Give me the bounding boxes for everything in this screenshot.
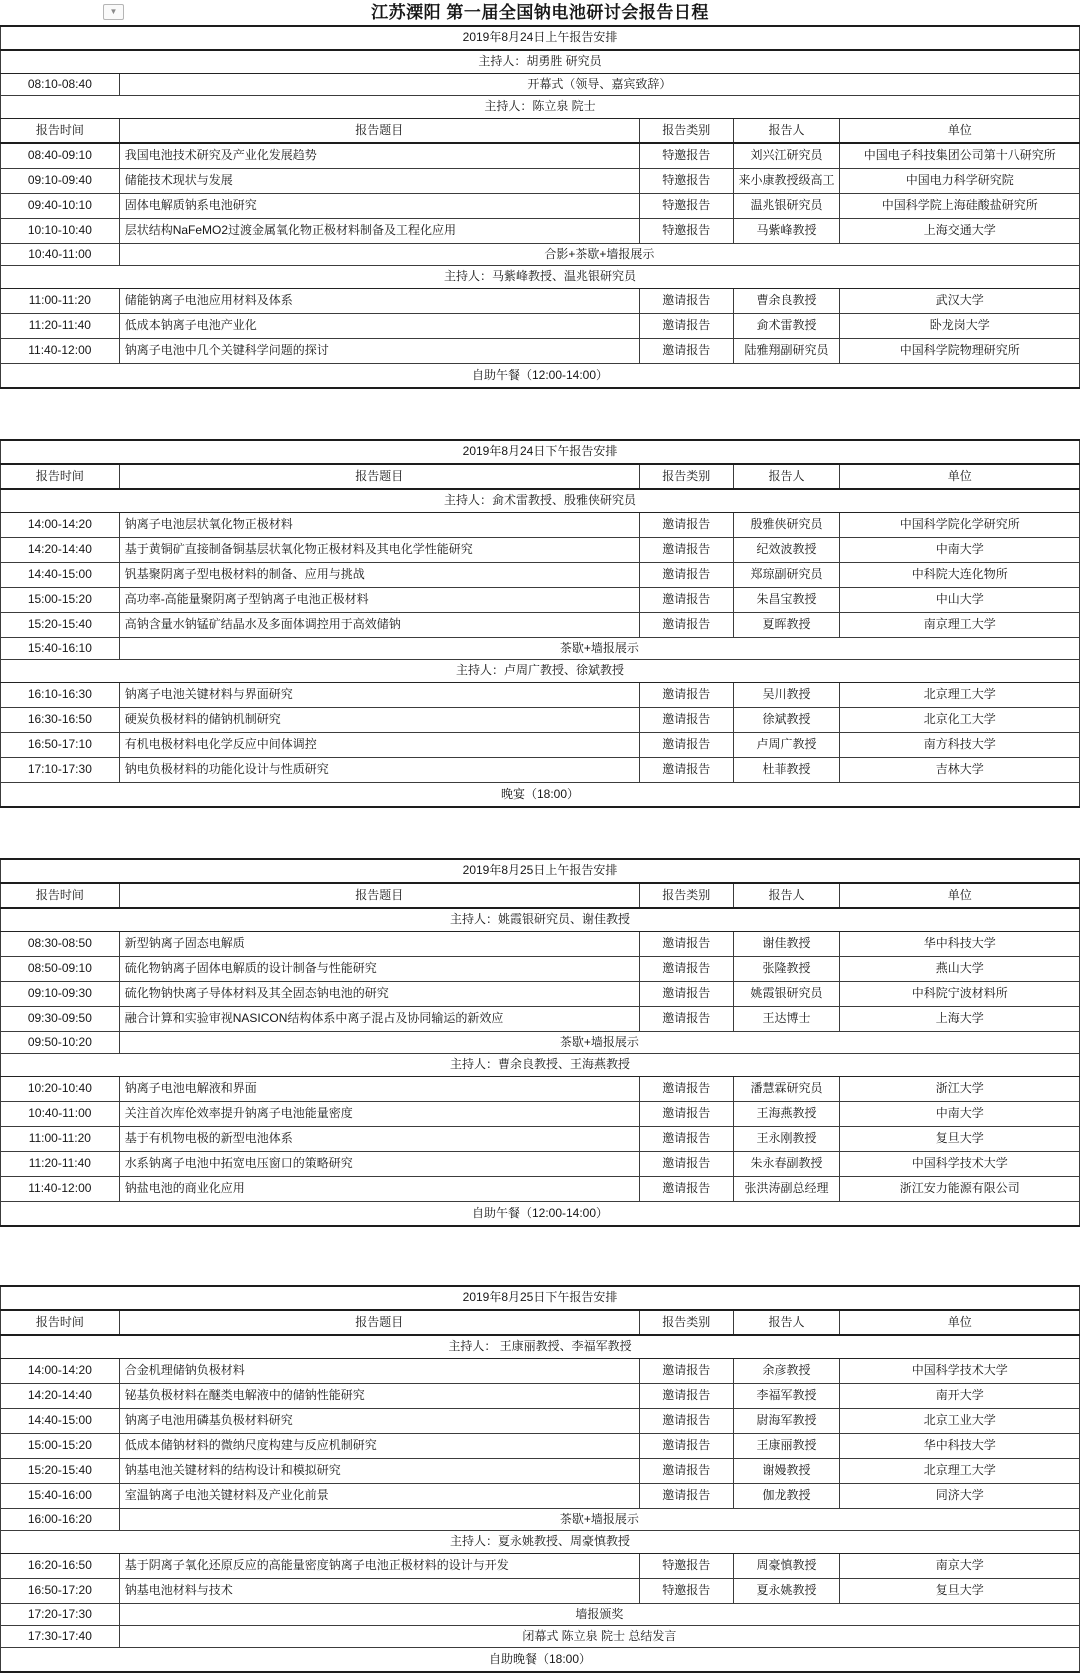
talk-category: 邀请报告 (639, 683, 733, 708)
talk-org: 中国电子科技集团公司第十八研究所 (840, 143, 1080, 169)
talk-speaker: 曹余良教授 (733, 289, 840, 314)
talk-org: 中山大学 (840, 588, 1080, 613)
banner-row (1, 364, 1080, 389)
talk-speaker: 王海燕教授 (733, 1102, 840, 1127)
time-cell: 16:50-17:20 (1, 1579, 120, 1604)
chair-row (1, 266, 1080, 289)
time-cell: 14:40-15:00 (1, 1409, 120, 1434)
time-cell: 08:30-08:50 (1, 932, 120, 957)
talk-category: 邀请报告 (639, 932, 733, 957)
column-header: 报告题目 (119, 464, 639, 489)
talk-category: 特邀报告 (639, 1579, 733, 1604)
table-row (1, 289, 1080, 314)
time-cell: 15:00-15:20 (1, 1434, 120, 1459)
talk-speaker: 周豪慎教授 (733, 1554, 840, 1579)
talk-category: 邀请报告 (639, 1077, 733, 1102)
column-header: 报告时间 (1, 464, 120, 489)
time-cell: 10:10-10:40 (1, 219, 120, 244)
column-header: 报告时间 (1, 883, 120, 908)
table-row (1, 588, 1080, 613)
table-row (1, 1554, 1080, 1579)
column-header: 报告题目 (119, 1310, 639, 1335)
section-heading-row (1, 1286, 1080, 1310)
talk-title: 层状结构NaFeMO2过渡金属氧化物正极材料制备及工程化应用 (119, 219, 639, 244)
talk-title: 钠离子电池用磷基负极材料研究 (119, 1409, 639, 1434)
talk-category: 邀请报告 (639, 1434, 733, 1459)
column-header: 报告时间 (1, 119, 120, 144)
section-heading: 2019年8月24日下午报告安排 (1, 440, 1080, 464)
chair-text: 主持人：马紫峰教授、温兆银研究员 (1, 266, 1080, 289)
talk-speaker: 马紫峰教授 (733, 219, 840, 244)
talk-speaker: 侴术雷教授 (733, 314, 840, 339)
table-row (1, 314, 1080, 339)
talk-speaker: 张隆教授 (733, 957, 840, 982)
banner-text: 自助午餐（12:00-14:00） (1, 1202, 1080, 1227)
talk-category: 邀请报告 (639, 708, 733, 733)
talk-title: 储能钠离子电池应用材料及体系 (119, 289, 639, 314)
talk-speaker: 纪效波教授 (733, 538, 840, 563)
talk-speaker: 余彦教授 (733, 1359, 840, 1384)
time-cell: 11:20-11:40 (1, 314, 120, 339)
talk-org: 北京理工大学 (840, 683, 1080, 708)
column-header-row (1, 1310, 1080, 1335)
time-cell: 17:30-17:40 (1, 1626, 120, 1648)
talk-speaker: 卢周广教授 (733, 733, 840, 758)
talk-org: 中国电力科学研究院 (840, 169, 1080, 194)
talk-title: 室温钠离子电池关键材料及产业化前景 (119, 1484, 639, 1509)
chair-row (1, 50, 1080, 74)
column-header: 报告时间 (1, 1310, 120, 1335)
time-cell: 14:20-14:40 (1, 538, 120, 563)
table-row (1, 1579, 1080, 1604)
talk-org: 卧龙岗大学 (840, 314, 1080, 339)
chair-text: 主持人：姚霞银研究员、谢佳教授 (1, 908, 1080, 932)
talk-org: 北京化工大学 (840, 708, 1080, 733)
event-text: 茶歇+墙报展示 (119, 1032, 1079, 1054)
talk-org: 中科院宁波材料所 (840, 982, 1080, 1007)
talk-title: 硫化物钠离子固体电解质的设计制备与性能研究 (119, 957, 639, 982)
talk-org: 上海大学 (840, 1007, 1080, 1032)
talk-category: 邀请报告 (639, 957, 733, 982)
table-row (1, 1359, 1080, 1384)
talk-title: 基于黄铜矿直接制备铜基层状氧化物正极材料及其电化学性能研究 (119, 538, 639, 563)
event-text: 开幕式（领导、嘉宾致辞） (119, 74, 1079, 96)
talk-category: 特邀报告 (639, 1554, 733, 1579)
table-row (1, 1459, 1080, 1484)
talk-category: 特邀报告 (639, 169, 733, 194)
talk-org: 武汉大学 (840, 289, 1080, 314)
table-row (1, 733, 1080, 758)
table-row (1, 219, 1080, 244)
talk-title: 铋基负极材料在醚类电解液中的储钠性能研究 (119, 1384, 639, 1409)
talk-speaker: 潘慧霖研究员 (733, 1077, 840, 1102)
banner-text: 自助午餐（12:00-14:00） (1, 364, 1080, 389)
column-header-row (1, 883, 1080, 908)
section-gap (0, 1227, 1080, 1285)
table-row (1, 1127, 1080, 1152)
column-header: 单位 (840, 1310, 1080, 1335)
talk-title: 水系钠离子电池中拓宽电压窗口的策略研究 (119, 1152, 639, 1177)
talk-category: 特邀报告 (639, 143, 733, 169)
column-header: 报告类别 (639, 464, 733, 489)
talk-title: 合金机理储钠负极材料 (119, 1359, 639, 1384)
talk-speaker: 杜菲教授 (733, 758, 840, 783)
table-row (1, 538, 1080, 563)
talk-speaker: 夏永姚教授 (733, 1579, 840, 1604)
event-text: 合影+茶歇+墙报展示 (119, 244, 1079, 266)
talk-speaker: 温兆银研究员 (733, 194, 840, 219)
talk-category: 特邀报告 (639, 194, 733, 219)
event-row (1, 638, 1080, 660)
time-cell: 16:00-16:20 (1, 1509, 120, 1531)
time-cell: 08:10-08:40 (1, 74, 120, 96)
event-row (1, 1626, 1080, 1648)
talk-org: 浙江安力能源有限公司 (840, 1177, 1080, 1202)
schedule-tables (0, 25, 1080, 1673)
talk-category: 邀请报告 (639, 289, 733, 314)
time-cell: 10:20-10:40 (1, 1077, 120, 1102)
event-text: 墙报颁奖 (119, 1604, 1079, 1626)
table-row (1, 1177, 1080, 1202)
talk-title: 钠盐电池的商业化应用 (119, 1177, 639, 1202)
talk-org: 中国科学技术大学 (840, 1152, 1080, 1177)
talk-category: 邀请报告 (639, 733, 733, 758)
talk-category: 邀请报告 (639, 1459, 733, 1484)
time-cell: 09:10-09:30 (1, 982, 120, 1007)
time-cell: 08:40-09:10 (1, 143, 120, 169)
talk-org: 中国科学院物理研究所 (840, 339, 1080, 364)
talk-title: 有机电极材料电化学反应中间体调控 (119, 733, 639, 758)
talk-category: 邀请报告 (639, 1384, 733, 1409)
talk-title: 钠电负极材料的功能化设计与性质研究 (119, 758, 639, 783)
column-header: 报告人 (733, 883, 840, 908)
talk-speaker: 朱昌宝教授 (733, 588, 840, 613)
talk-title: 低成本钠离子电池产业化 (119, 314, 639, 339)
banner-row (1, 1202, 1080, 1227)
event-text: 闭幕式 陈立泉 院士 总结发言 (119, 1626, 1079, 1648)
chair-row (1, 1531, 1080, 1554)
table-row (1, 1409, 1080, 1434)
time-cell: 15:40-16:00 (1, 1484, 120, 1509)
talk-speaker: 王康丽教授 (733, 1434, 840, 1459)
chair-text: 主持人： 王康丽教授、李福军教授 (1, 1335, 1080, 1359)
time-cell: 09:30-09:50 (1, 1007, 120, 1032)
banner-row (1, 1648, 1080, 1673)
table-row (1, 513, 1080, 538)
talk-org: 上海交通大学 (840, 219, 1080, 244)
banner-row (1, 783, 1080, 808)
talk-category: 邀请报告 (639, 538, 733, 563)
table-row (1, 708, 1080, 733)
schedule-table (0, 25, 1080, 389)
talk-category: 邀请报告 (639, 563, 733, 588)
talk-title: 硬炭负极材料的储钠机制研究 (119, 708, 639, 733)
talk-org: 同济大学 (840, 1484, 1080, 1509)
talk-category: 邀请报告 (639, 588, 733, 613)
column-header: 报告题目 (119, 119, 639, 144)
talk-org: 南开大学 (840, 1384, 1080, 1409)
time-cell: 10:40-11:00 (1, 1102, 120, 1127)
table-row (1, 1484, 1080, 1509)
table-row (1, 1007, 1080, 1032)
event-row (1, 1604, 1080, 1626)
chair-row (1, 660, 1080, 683)
time-cell: 11:40-12:00 (1, 339, 120, 364)
section-heading-row (1, 859, 1080, 883)
chair-text: 主持人：夏永姚教授、周豪慎教授 (1, 1531, 1080, 1554)
title-bar (0, 0, 1080, 25)
talk-category: 邀请报告 (639, 758, 733, 783)
talk-title: 固体电解质钠系电池研究 (119, 194, 639, 219)
time-cell: 09:40-10:10 (1, 194, 120, 219)
time-cell: 15:20-15:40 (1, 613, 120, 638)
talk-title: 关注首次库伦效率提升钠离子电池能量密度 (119, 1102, 639, 1127)
talk-title: 融合计算和实验审视NASICON结构体系中离子混占及协同输运的新效应 (119, 1007, 639, 1032)
talk-speaker: 陆雅翔副研究员 (733, 339, 840, 364)
talk-org: 复旦大学 (840, 1579, 1080, 1604)
table-row (1, 613, 1080, 638)
time-cell: 15:40-16:10 (1, 638, 120, 660)
time-cell: 14:20-14:40 (1, 1384, 120, 1409)
talk-title: 钠离子电池电解液和界面 (119, 1077, 639, 1102)
column-header: 报告题目 (119, 883, 639, 908)
column-header: 报告人 (733, 1310, 840, 1335)
table-row (1, 1077, 1080, 1102)
chair-text: 主持人：侴术雷教授、殷雅侠研究员 (1, 489, 1080, 513)
talk-speaker: 夏晖教授 (733, 613, 840, 638)
page-title: 江苏溧阳 第一届全国钠电池研讨会报告日程 (371, 3, 709, 22)
talk-title: 钠离子电池层状氧化物正极材料 (119, 513, 639, 538)
talk-category: 邀请报告 (639, 1359, 733, 1384)
time-cell: 08:50-09:10 (1, 957, 120, 982)
section-heading: 2019年8月25日上午报告安排 (1, 859, 1080, 883)
section-heading-row (1, 440, 1080, 464)
chair-row (1, 908, 1080, 932)
time-cell: 11:40-12:00 (1, 1177, 120, 1202)
talk-org: 吉林大学 (840, 758, 1080, 783)
time-cell: 14:40-15:00 (1, 563, 120, 588)
chair-row (1, 1054, 1080, 1077)
time-cell: 09:50-10:20 (1, 1032, 120, 1054)
talk-category: 邀请报告 (639, 1409, 733, 1434)
talk-category: 邀请报告 (639, 1102, 733, 1127)
talk-org: 中国科学院上海硅酸盐研究所 (840, 194, 1080, 219)
banner-text: 晚宴（18:00） (1, 783, 1080, 808)
talk-category: 邀请报告 (639, 1152, 733, 1177)
talk-speaker: 伽龙教授 (733, 1484, 840, 1509)
banner-text: 自助晚餐（18:00） (1, 1648, 1080, 1673)
time-cell: 15:20-15:40 (1, 1459, 120, 1484)
time-cell: 09:10-09:40 (1, 169, 120, 194)
talk-org: 中南大学 (840, 1102, 1080, 1127)
talk-title: 钒基聚阴离子型电极材料的制备、应用与挑战 (119, 563, 639, 588)
talk-title: 储能技术现状与发展 (119, 169, 639, 194)
table-row (1, 957, 1080, 982)
talk-category: 邀请报告 (639, 982, 733, 1007)
talk-speaker: 郑琼副研究员 (733, 563, 840, 588)
column-header: 单位 (840, 119, 1080, 144)
talk-title: 硫化物钠快离子导体材料及其全固态钠电池的研究 (119, 982, 639, 1007)
talk-title: 钠基电池关键材料的结构设计和模拟研究 (119, 1459, 639, 1484)
talk-title: 钠基电池材料与技术 (119, 1579, 639, 1604)
talk-speaker: 李福军教授 (733, 1384, 840, 1409)
table-row (1, 758, 1080, 783)
talk-org: 北京工业大学 (840, 1409, 1080, 1434)
talk-title: 高钠含量水钠锰矿结晶水及多面体调控用于高效储钠 (119, 613, 639, 638)
talk-org: 中科院大连化物所 (840, 563, 1080, 588)
table-row (1, 563, 1080, 588)
talk-category: 特邀报告 (639, 219, 733, 244)
talk-org: 中南大学 (840, 538, 1080, 563)
talk-speaker: 吴川教授 (733, 683, 840, 708)
table-row (1, 932, 1080, 957)
table-row (1, 169, 1080, 194)
talk-speaker: 朱永春副教授 (733, 1152, 840, 1177)
table-row (1, 1152, 1080, 1177)
talk-category: 邀请报告 (639, 1127, 733, 1152)
event-row (1, 244, 1080, 266)
talk-title: 钠离子电池关键材料与界面研究 (119, 683, 639, 708)
section-gap (0, 389, 1080, 439)
time-cell: 17:20-17:30 (1, 1604, 120, 1626)
chair-text: 主持人：曹余良教授、王海燕教授 (1, 1054, 1080, 1077)
event-row (1, 1509, 1080, 1531)
time-cell: 16:30-16:50 (1, 708, 120, 733)
talk-speaker: 徐斌教授 (733, 708, 840, 733)
section-heading-row (1, 26, 1080, 50)
chair-text: 主持人：胡勇胜 研究员 (1, 50, 1080, 74)
time-cell: 14:00-14:20 (1, 513, 120, 538)
time-cell: 16:10-16:30 (1, 683, 120, 708)
table-row (1, 1102, 1080, 1127)
column-header-row (1, 119, 1080, 144)
talk-category: 邀请报告 (639, 1007, 733, 1032)
chair-text: 主持人：陈立泉 院士 (1, 96, 1080, 119)
section-gap (0, 808, 1080, 858)
talk-title: 低成本储钠材料的微纳尺度构建与反应机制研究 (119, 1434, 639, 1459)
talk-speaker: 张洪涛副总经理 (733, 1177, 840, 1202)
table-row (1, 1434, 1080, 1459)
talk-org: 北京理工大学 (840, 1459, 1080, 1484)
section-heading: 2019年8月25日下午报告安排 (1, 1286, 1080, 1310)
chair-text: 主持人：卢周广教授、徐斌教授 (1, 660, 1080, 683)
talk-category: 邀请报告 (639, 513, 733, 538)
chair-row (1, 489, 1080, 513)
column-header: 报告类别 (639, 883, 733, 908)
table-row (1, 194, 1080, 219)
column-header: 单位 (840, 883, 1080, 908)
schedule-table (0, 1285, 1080, 1673)
column-header: 报告人 (733, 119, 840, 144)
talk-org: 华中科技大学 (840, 932, 1080, 957)
column-header: 单位 (840, 464, 1080, 489)
time-cell: 14:00-14:20 (1, 1359, 120, 1384)
talk-speaker: 来小康教授级高工 (733, 169, 840, 194)
schedule-table (0, 439, 1080, 808)
talk-title: 钠离子电池中几个关键科学问题的探讨 (119, 339, 639, 364)
talk-category: 邀请报告 (639, 339, 733, 364)
talk-org: 燕山大学 (840, 957, 1080, 982)
time-cell: 11:00-11:20 (1, 1127, 120, 1152)
talk-org: 华中科技大学 (840, 1434, 1080, 1459)
talk-title: 基于阴离子氧化还原反应的高能量密度钠离子电池正极材料的设计与开发 (119, 1554, 639, 1579)
schedule-table (0, 858, 1080, 1227)
talk-title: 基于有机物电极的新型电池体系 (119, 1127, 639, 1152)
table-row (1, 982, 1080, 1007)
time-cell: 11:00-11:20 (1, 289, 120, 314)
talk-org: 浙江大学 (840, 1077, 1080, 1102)
event-text: 茶歇+墙报展示 (119, 638, 1079, 660)
event-row (1, 1032, 1080, 1054)
talk-org: 中国科学院化学研究所 (840, 513, 1080, 538)
chair-row (1, 96, 1080, 119)
time-cell: 17:10-17:30 (1, 758, 120, 783)
chevron-down-icon: ▼ (109, 7, 118, 16)
talk-speaker: 谢佳教授 (733, 932, 840, 957)
time-cell: 15:00-15:20 (1, 588, 120, 613)
talk-speaker: 刘兴江研究员 (733, 143, 840, 169)
talk-title: 我国电池技术研究及产业化发展趋势 (119, 143, 639, 169)
talk-category: 邀请报告 (639, 314, 733, 339)
talk-speaker: 殷雅侠研究员 (733, 513, 840, 538)
talk-org: 南方科技大学 (840, 733, 1080, 758)
talk-org: 复旦大学 (840, 1127, 1080, 1152)
event-text: 茶歇+墙报展示 (119, 1509, 1079, 1531)
time-cell: 16:20-16:50 (1, 1554, 120, 1579)
talk-title: 高功率-高能量聚阴离子型钠离子电池正极材料 (119, 588, 639, 613)
talk-org: 南京大学 (840, 1554, 1080, 1579)
talk-category: 邀请报告 (639, 1484, 733, 1509)
time-cell: 16:50-17:10 (1, 733, 120, 758)
event-row (1, 74, 1080, 96)
talk-category: 邀请报告 (639, 613, 733, 638)
column-header-row (1, 464, 1080, 489)
table-row (1, 1384, 1080, 1409)
column-header: 报告类别 (639, 119, 733, 144)
talk-org: 南京理工大学 (840, 613, 1080, 638)
talk-speaker: 姚霞银研究员 (733, 982, 840, 1007)
section-heading: 2019年8月24日上午报告安排 (1, 26, 1080, 50)
talk-org: 中国科学技术大学 (840, 1359, 1080, 1384)
talk-speaker: 谢嫚教授 (733, 1459, 840, 1484)
table-row (1, 143, 1080, 169)
chair-row (1, 1335, 1080, 1359)
talk-speaker: 王达博士 (733, 1007, 840, 1032)
table-row (1, 339, 1080, 364)
talk-title: 新型钠离子固态电解质 (119, 932, 639, 957)
talk-speaker: 王永刚教授 (733, 1127, 840, 1152)
time-cell: 11:20-11:40 (1, 1152, 120, 1177)
filter-dropdown[interactable] (103, 4, 124, 20)
talk-speaker: 尉海军教授 (733, 1409, 840, 1434)
talk-category: 邀请报告 (639, 1177, 733, 1202)
column-header: 报告类别 (639, 1310, 733, 1335)
time-cell: 10:40-11:00 (1, 244, 120, 266)
table-row (1, 683, 1080, 708)
column-header: 报告人 (733, 464, 840, 489)
